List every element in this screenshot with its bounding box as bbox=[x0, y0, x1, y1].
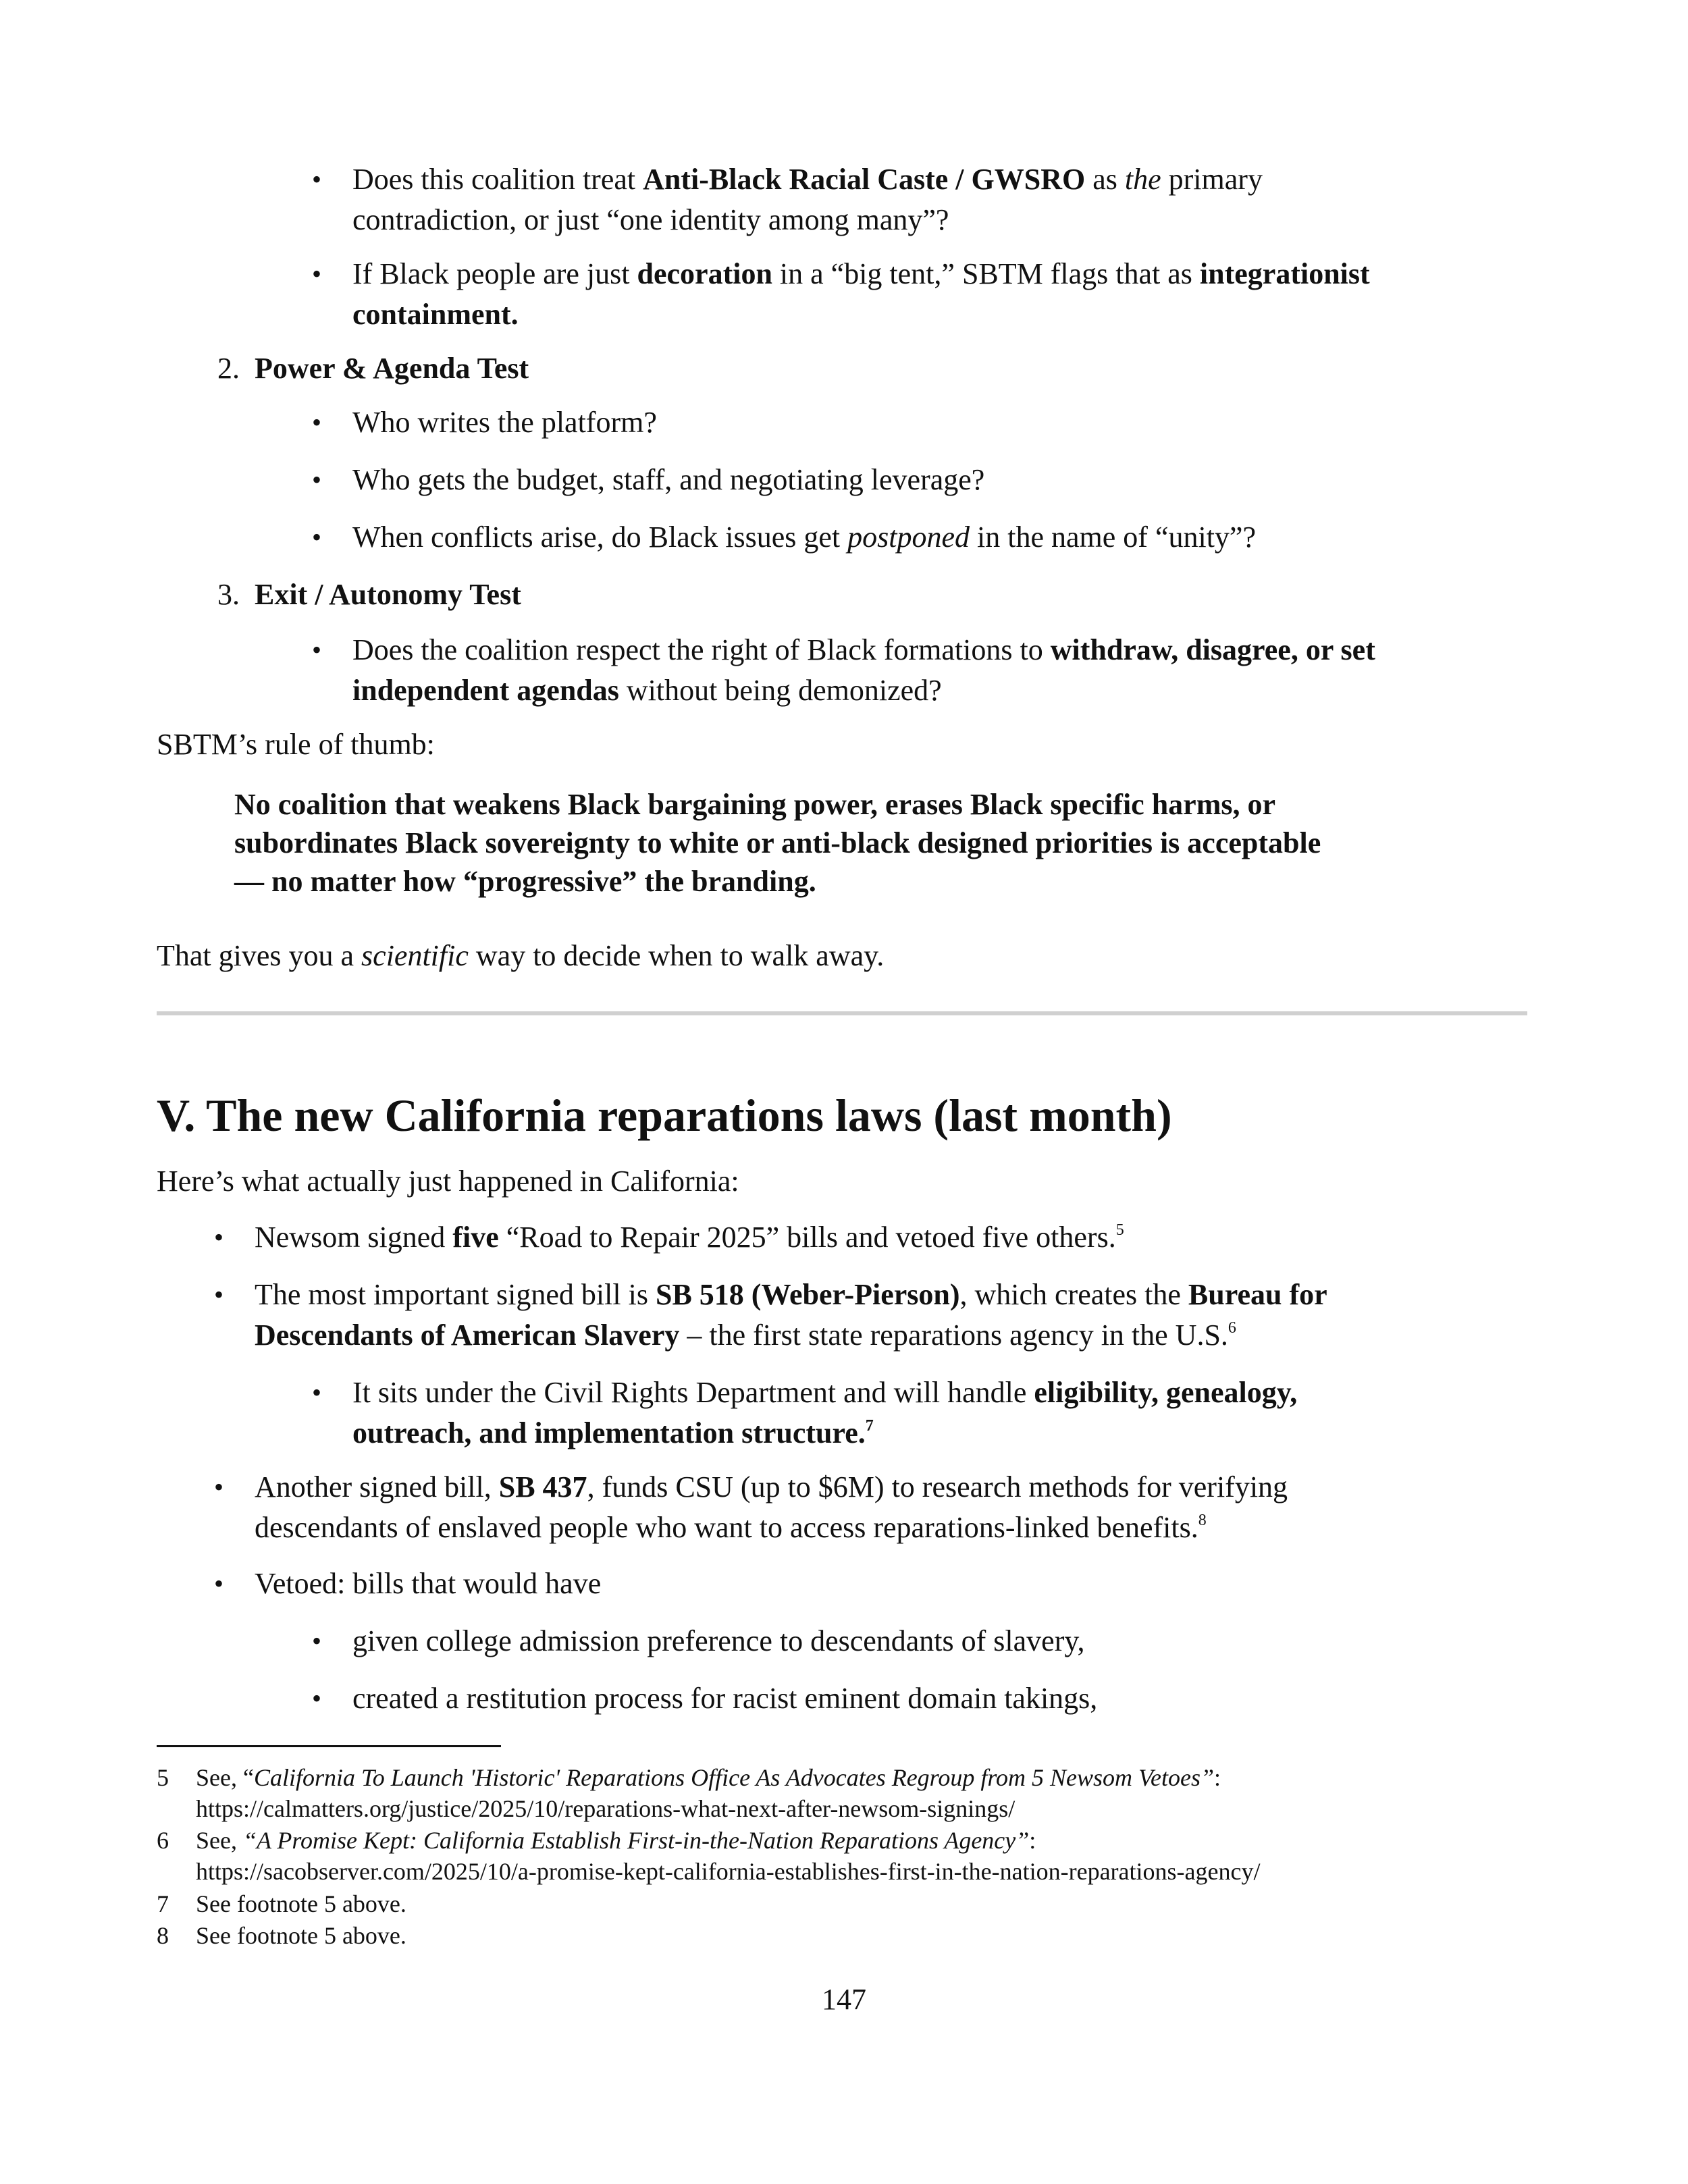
horizontal-rule bbox=[157, 1011, 1527, 1015]
bullet-marker: • bbox=[214, 1568, 224, 1599]
list-item-title: Exit / Autonomy Test bbox=[255, 578, 521, 611]
footnote-number: 8 bbox=[157, 1922, 169, 1949]
footnote-link[interactable]: https://sacobserver.com/2025/10/a-promise-kept-california-establishes-first-in-the-nation-reparations-agency/ bbox=[196, 1858, 1261, 1885]
bullet-text: When conflicts arise, do Black issues get postponed in the name of “unity”? bbox=[352, 521, 1256, 554]
footnote-text: See footnote 5 above. bbox=[196, 1890, 406, 1917]
bullet-marker: • bbox=[312, 407, 322, 437]
bullet-text: Another signed bill, SB 437, funds CSU (up to $6M) to research methods for verifying bbox=[255, 1470, 1288, 1503]
bullet-text-cont: independent agendas without being demonized? bbox=[352, 674, 942, 707]
footnote-number: 5 bbox=[157, 1764, 169, 1791]
footnote-number: 7 bbox=[157, 1890, 169, 1917]
blockquote-line: subordinates Black sovereignty to white or anti-black designed priorities is acceptable bbox=[234, 826, 1321, 859]
footnote-ref[interactable]: 8 bbox=[1198, 1512, 1207, 1529]
footnote-separator bbox=[157, 1745, 501, 1747]
blockquote-line: — no matter how “progressive” the branding. bbox=[234, 865, 816, 898]
bullet-marker: • bbox=[214, 1279, 224, 1310]
bullet-text: The most important signed bill is SB 518 (Weber-Pierson), which creates the Bureau for bbox=[255, 1278, 1327, 1311]
bullet-text: Vetoed: bills that would have bbox=[255, 1567, 602, 1600]
bullet-text-cont: contradiction, or just “one identity among many”? bbox=[352, 203, 949, 236]
bullet-text-cont: containment. bbox=[352, 298, 519, 331]
bullet-text: Who gets the budget, staff, and negotiating leverage? bbox=[352, 463, 985, 496]
bullet-text-cont: descendants of enslaved people who want to access reparations-linked benefits.$^8$ bbox=[255, 1511, 1207, 1544]
bullet-marker: • bbox=[312, 1626, 322, 1656]
section-heading: V. The new California reparations laws (last month) bbox=[157, 1090, 1172, 1141]
bullet-marker: • bbox=[214, 1472, 224, 1502]
bullet-text: Who writes the platform? bbox=[352, 406, 657, 439]
blockquote-line: No coalition that weakens Black bargaining power, erases Black specific harms, or bbox=[234, 788, 1275, 821]
bullet-text: given college admission preference to descendants of slavery, bbox=[352, 1624, 1085, 1657]
bullet-marker: • bbox=[312, 259, 322, 289]
bullet-marker: • bbox=[312, 164, 322, 194]
bullet-text: Does this coalition treat Anti-Black Racial Caste / GWSRO as the primary bbox=[352, 163, 1263, 196]
bullet-text-cont: outreach, and implementation structure.$^7$ bbox=[352, 1416, 874, 1449]
list-number: 3. bbox=[217, 578, 240, 611]
footnote-link[interactable]: https://calmatters.org/justice/2025/10/reparations-what-next-after-newsom-signings/ bbox=[196, 1795, 1016, 1822]
section-intro: Here’s what actually just happened in California: bbox=[157, 1165, 739, 1198]
footnote-ref[interactable]: 5 bbox=[1115, 1221, 1124, 1239]
bullet-text-cont: Descendants of American Slavery – the first state reparations agency in the U.S.$^6$ bbox=[255, 1319, 1236, 1352]
bullet-marker: • bbox=[312, 1377, 322, 1408]
list-number: 2. bbox=[217, 352, 240, 385]
bullet-text: created a restitution process for racist eminent domain takings, bbox=[352, 1682, 1098, 1715]
bullet-marker: • bbox=[312, 464, 322, 495]
bullet-text: It sits under the Civil Rights Department and will handle eligibility, genealogy, bbox=[352, 1376, 1298, 1409]
list-item-title: Power & Agenda Test bbox=[255, 352, 529, 385]
footnote-ref[interactable]: 7 bbox=[865, 1417, 874, 1435]
bullet-marker: • bbox=[312, 635, 322, 665]
footnote-text: See, “A Promise Kept: California Establish First-in-the-Nation Reparations Agency”: bbox=[196, 1827, 1036, 1854]
footnote-number: 6 bbox=[157, 1827, 169, 1854]
bullet-text: Newsom signed five “Road to Repair 2025” bills and vetoed five others.$^5$ bbox=[255, 1221, 1124, 1254]
bullet-marker: • bbox=[214, 1222, 224, 1252]
bullet-text: Does the coalition respect the right of Black formations to withdraw, disagree, or set bbox=[352, 633, 1375, 666]
bullet-marker: • bbox=[312, 1683, 322, 1713]
footnote-ref[interactable]: 6 bbox=[1228, 1319, 1236, 1337]
bullet-marker: • bbox=[312, 522, 322, 552]
rule-intro: SBTM’s rule of thumb: bbox=[157, 728, 435, 761]
conclusion-text: That gives you a scientific way to decide when to walk away. bbox=[157, 939, 885, 972]
footnote-text: See footnote 5 above. bbox=[196, 1922, 406, 1949]
footnote-text: See, “California To Launch 'Historic' Reparations Office As Advocates Regroup from 5 Newsom Vetoes”: bbox=[196, 1764, 1221, 1791]
bullet-text: If Black people are just decoration in a “big tent,” SBTM flags that as integrationist bbox=[352, 257, 1370, 290]
page-number: 147 bbox=[822, 1983, 866, 2016]
